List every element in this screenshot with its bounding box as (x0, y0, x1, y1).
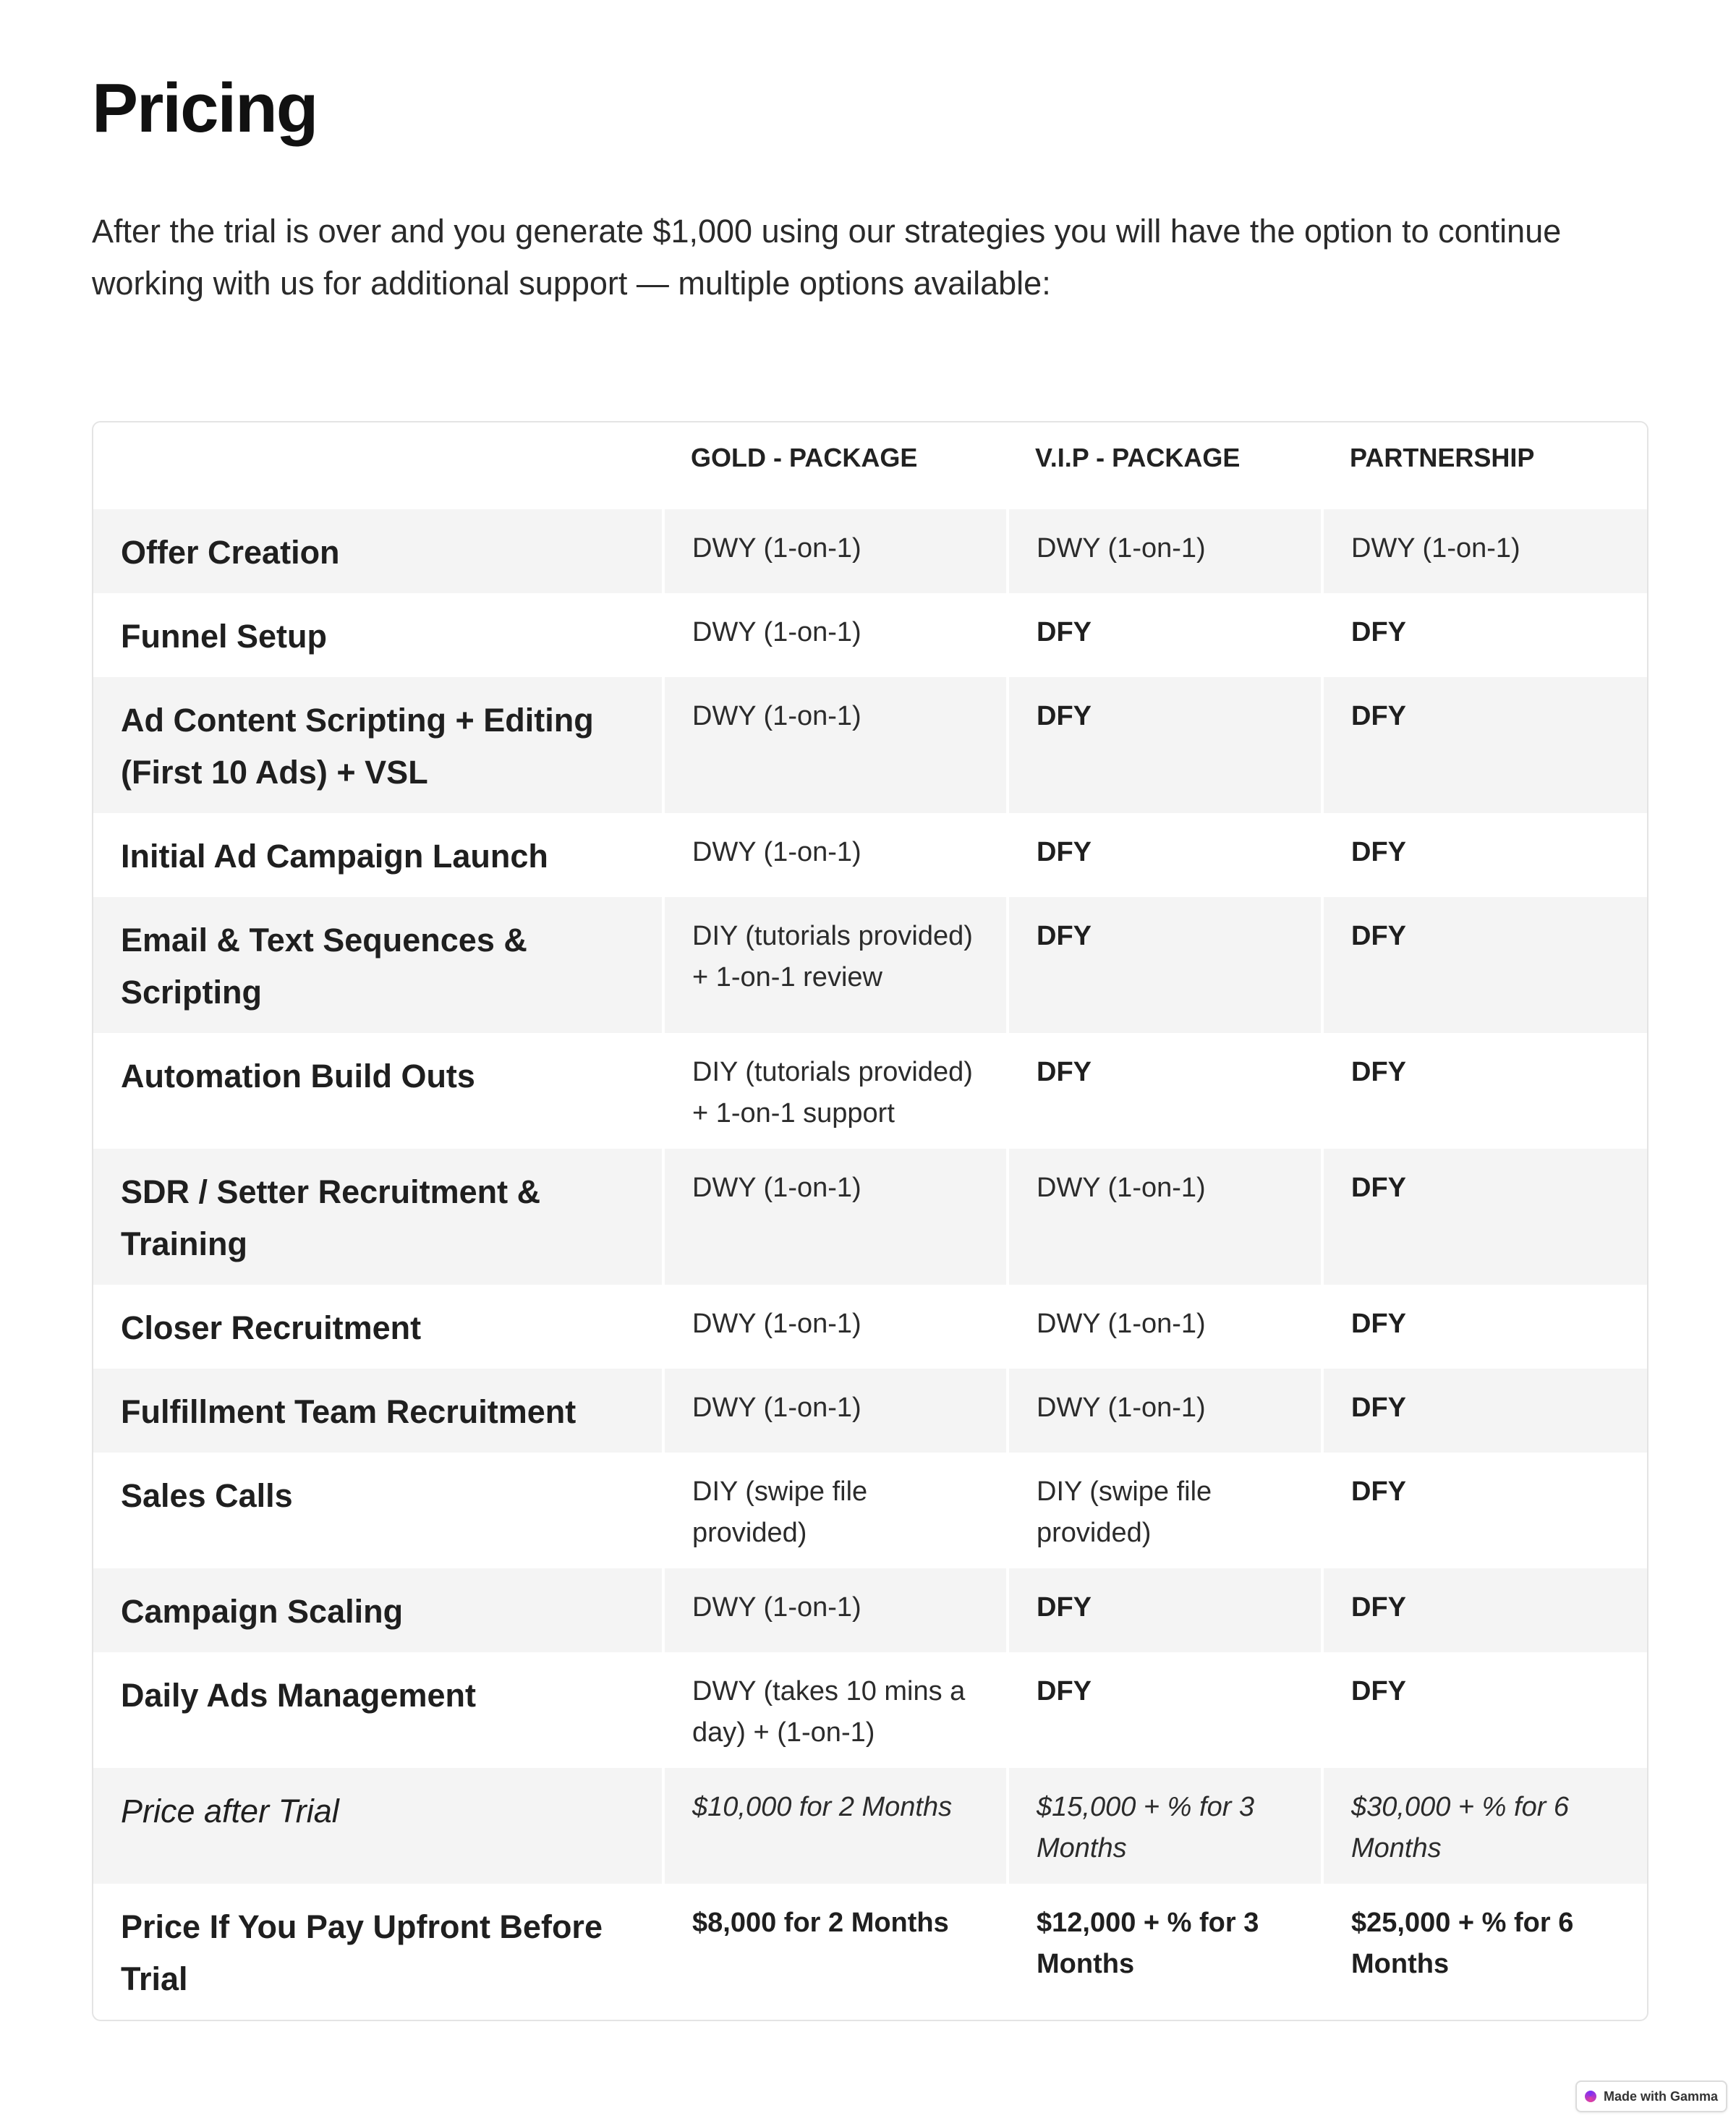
partnership-price: $30,000 + % for 6 Months (1322, 1768, 1647, 1884)
vip-value: DFY (1008, 677, 1322, 813)
table-row (93, 1568, 1647, 1652)
partnership-value: DFY (1322, 1149, 1647, 1285)
vip-value: DFY (1008, 593, 1322, 677)
partnership-value: DFY (1322, 1033, 1647, 1149)
partnership-value: DFY (1322, 813, 1647, 897)
feature-label: Initial Ad Campaign Launch (121, 838, 548, 875)
vip-value: DWY (1-on-1) (1008, 1285, 1322, 1369)
table-row (93, 897, 1647, 1033)
gold-value: DIY (tutorials provided) + 1-on-1 review (663, 897, 1008, 1033)
feature-label: Fulfillment Team Recruitment (93, 1369, 663, 1453)
vip-value: DFY (1008, 813, 1322, 897)
table-row (93, 1033, 1647, 1149)
price-after-trial-row (93, 1768, 1647, 1884)
table-row (93, 1652, 1647, 1768)
vip-value: DWY (1-on-1) (1008, 509, 1322, 593)
price-upfront-row (93, 1884, 1647, 2020)
vip-value: DIY (swipe file provided) (1008, 1453, 1322, 1568)
vip-value: DWY (1-on-1) (1008, 1369, 1322, 1453)
header-feature (93, 422, 663, 509)
feature-label: SDR / Setter Recruitment & Training (93, 1149, 663, 1285)
page-title: Pricing (92, 69, 318, 147)
table-row (93, 593, 1647, 677)
intro-paragraph: After the trial is over and you generate $1,000 using our strategies you will have the option to continue working with us for additional support — multiple options available: (92, 213, 1562, 302)
vip-value: DFY (1008, 897, 1322, 1033)
vip-value: DFY (1008, 1568, 1322, 1652)
gold-value: DIY (swipe file provided) (663, 1453, 1008, 1568)
feature-label: Price If You Pay Upfront Before Trial (121, 1908, 603, 1997)
feature-label: Sales Calls (121, 1477, 293, 1514)
partnership-price: $25,000 + % for 6 Months (1322, 1884, 1647, 2020)
badge-label: Made with Gamma (1603, 2088, 1719, 2104)
gold-value: DWY (1-on-1) (663, 1285, 1008, 1369)
table-row (93, 1453, 1647, 1568)
header-partnership: PARTNERSHIP (1322, 422, 1647, 509)
gold-value: DWY (takes 10 mins a day) + (1-on-1) (663, 1652, 1008, 1768)
partnership-value: DFY (1322, 1453, 1647, 1568)
partnership-value: DFY (1322, 1652, 1647, 1768)
gold-price: $10,000 for 2 Months (663, 1768, 1008, 1884)
feature-label: Daily Ads Management (121, 1677, 476, 1714)
table-row (93, 509, 1647, 593)
partnership-value: DFY (1322, 1369, 1647, 1453)
partnership-value: DFY (1322, 1285, 1647, 1369)
gold-price: $8,000 for 2 Months (663, 1884, 1008, 2020)
header-vip-package: V.I.P - PACKAGE (1008, 422, 1322, 509)
feature-label: Automation Build Outs (121, 1058, 475, 1094)
vip-price: $12,000 + % for 3 Months (1008, 1884, 1322, 2020)
feature-label: Offer Creation (93, 509, 663, 593)
gold-value: DWY (1-on-1) (663, 677, 1008, 813)
partnership-value: DFY (1322, 1568, 1647, 1652)
vip-value: DFY (1008, 1652, 1322, 1768)
header-gold-package: GOLD - PACKAGE (663, 422, 1008, 509)
gold-value: DWY (1-on-1) (663, 509, 1008, 593)
pricing-table (93, 422, 1647, 2020)
gold-value: DIY (tutorials provided) + 1-on-1 support (663, 1033, 1008, 1149)
gold-value: DWY (1-on-1) (663, 813, 1008, 897)
feature-label: Closer Recruitment (121, 1309, 422, 1346)
gold-value: DWY (1-on-1) (663, 1149, 1008, 1285)
made-with-gamma-badge[interactable] (1575, 2080, 1727, 2112)
feature-label: Funnel Setup (121, 618, 327, 655)
partnership-value: DWY (1-on-1) (1322, 509, 1647, 593)
partnership-value: DFY (1322, 897, 1647, 1033)
table-row (93, 1149, 1647, 1285)
feature-label: Ad Content Scripting + Editing (First 10 Ads) + VSL (93, 677, 663, 813)
gold-value: DWY (1-on-1) (663, 1568, 1008, 1652)
gamma-logo-icon (1585, 2091, 1596, 2102)
table-row (93, 1369, 1647, 1453)
vip-value: DFY (1008, 1033, 1322, 1149)
vip-value: DWY (1-on-1) (1008, 1149, 1322, 1285)
gold-value: DWY (1-on-1) (663, 593, 1008, 677)
feature-label: Email & Text Sequences & Scripting (93, 897, 663, 1033)
pricing-table-card (92, 421, 1648, 2021)
gold-value: DWY (1-on-1) (663, 1369, 1008, 1453)
table-row (93, 813, 1647, 897)
vip-price: $15,000 + % for 3 Months (1008, 1768, 1322, 1884)
feature-label: Campaign Scaling (93, 1568, 663, 1652)
table-row (93, 1285, 1647, 1369)
feature-label: Price after Trial (93, 1768, 663, 1884)
table-row (93, 677, 1647, 813)
partnership-value: DFY (1322, 677, 1647, 813)
table-header-row (93, 422, 1647, 509)
partnership-value: DFY (1322, 593, 1647, 677)
